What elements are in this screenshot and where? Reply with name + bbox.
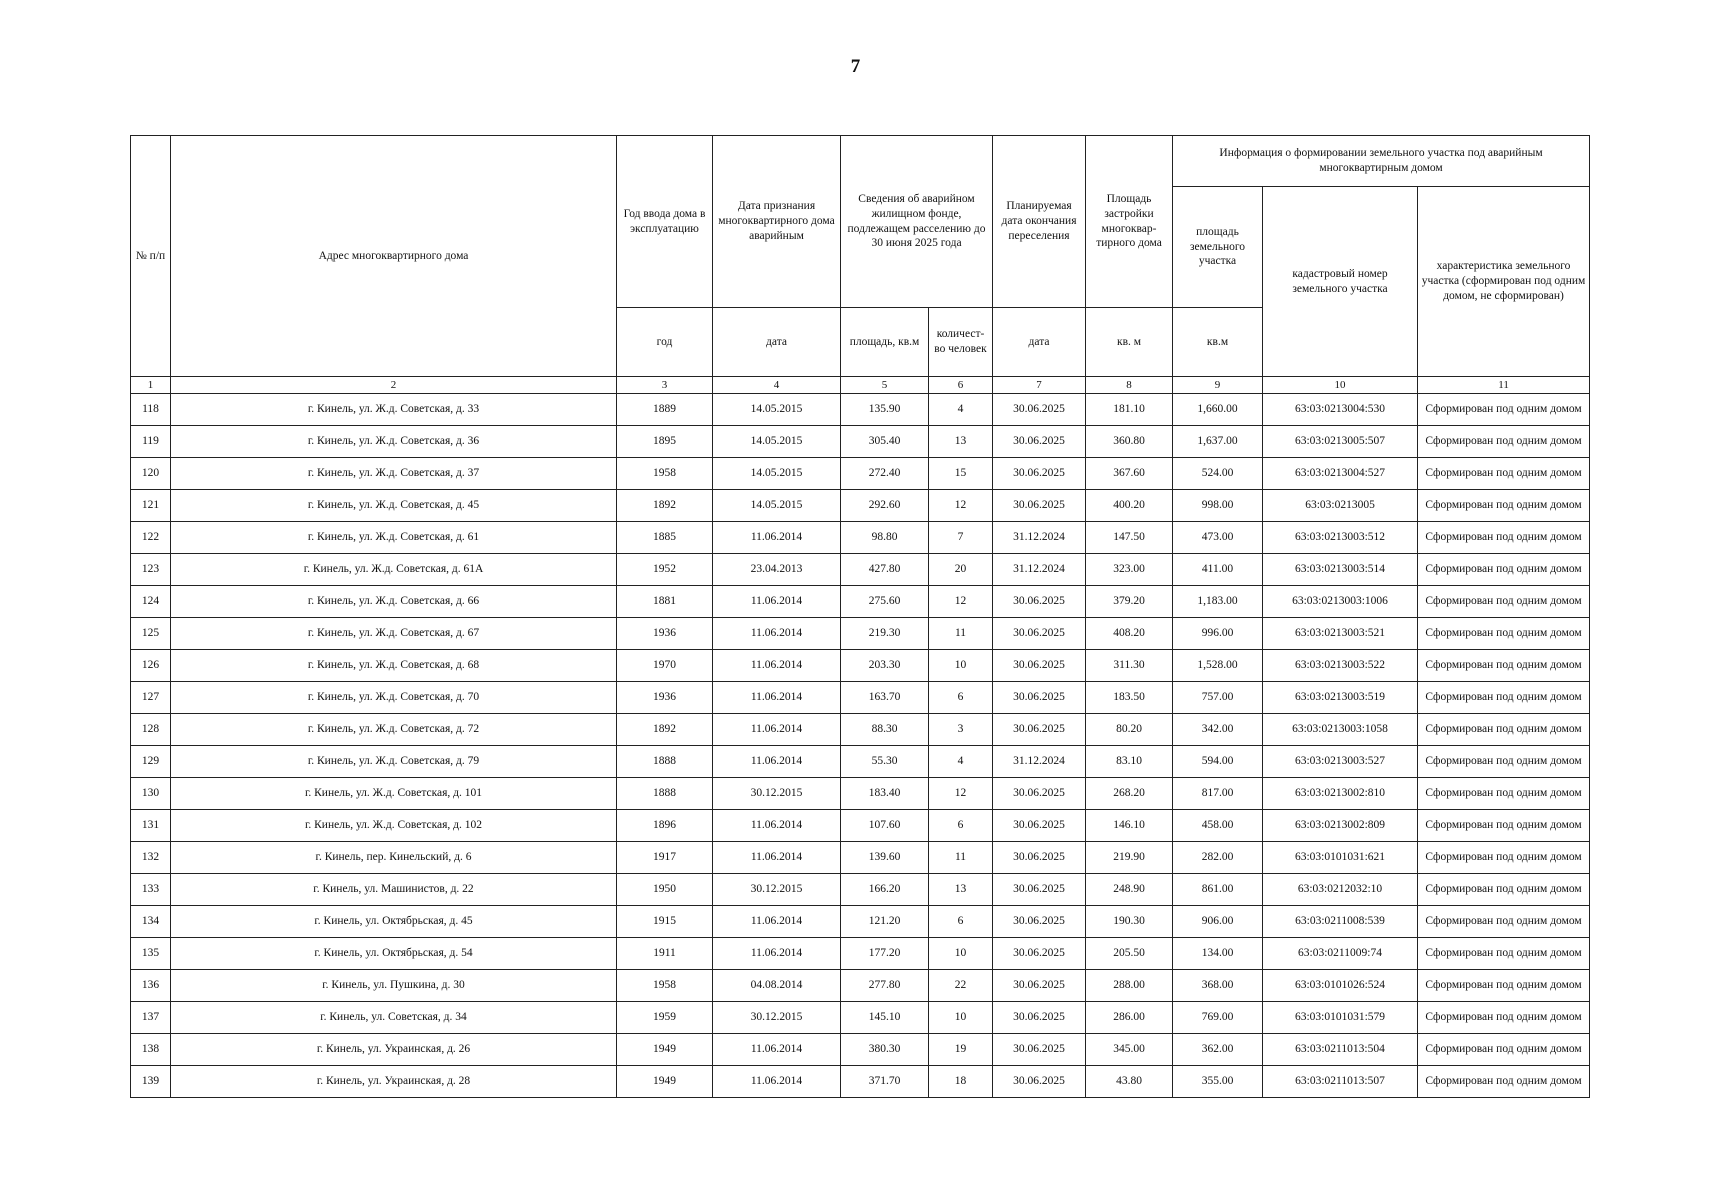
planned-end-cell: 30.06.2025 [993, 906, 1086, 938]
land-status-cell: Сформирован под одним домом [1418, 906, 1590, 938]
building-area-cell: 205.50 [1086, 938, 1173, 970]
declared-date-cell: 14.05.2015 [713, 458, 841, 490]
declared-date-cell: 11.06.2014 [713, 810, 841, 842]
cadastral-number-cell: 63:03:0212032:10 [1263, 874, 1418, 906]
land-status-cell: Сформирован под одним домом [1418, 810, 1590, 842]
housing-area-cell: 135.90 [841, 394, 929, 426]
land-status-cell: Сформирован под одним домом [1418, 1002, 1590, 1034]
housing-area-cell: 145.10 [841, 1002, 929, 1034]
people-count-cell: 6 [929, 682, 993, 714]
address-cell: г. Кинель, ул. Украинская, д. 28 [171, 1066, 617, 1098]
building-area-cell: 268.20 [1086, 778, 1173, 810]
unit-date-end: дата [993, 308, 1086, 377]
row-number: 121 [131, 490, 171, 522]
column-number: 6 [929, 377, 993, 394]
declared-date-cell: 11.06.2014 [713, 938, 841, 970]
table-header [131, 136, 1590, 394]
housing-area-cell: 277.80 [841, 970, 929, 1002]
year-cell: 1950 [617, 874, 713, 906]
table-row [131, 458, 1590, 490]
address-cell: г. Кинель, ул. Ж.д. Советская, д. 101 [171, 778, 617, 810]
table-row [131, 874, 1590, 906]
year-cell: 1888 [617, 778, 713, 810]
cadastral-number-cell: 63:03:0211013:507 [1263, 1066, 1418, 1098]
land-status-cell: Сформирован под одним домом [1418, 1034, 1590, 1066]
planned-end-cell: 31.12.2024 [993, 522, 1086, 554]
people-count-cell: 10 [929, 1002, 993, 1034]
planned-end-cell: 30.06.2025 [993, 1034, 1086, 1066]
planned-end-cell: 30.06.2025 [993, 394, 1086, 426]
row-number: 128 [131, 714, 171, 746]
row-number: 134 [131, 906, 171, 938]
year-cell: 1888 [617, 746, 713, 778]
building-area-cell: 147.50 [1086, 522, 1173, 554]
year-cell: 1895 [617, 426, 713, 458]
housing-area-cell: 272.40 [841, 458, 929, 490]
year-cell: 1915 [617, 906, 713, 938]
land-status-cell: Сформирован под одним домом [1418, 1066, 1590, 1098]
row-number: 136 [131, 970, 171, 1002]
unit-area: площадь, кв.м [841, 308, 929, 377]
table-row [131, 426, 1590, 458]
column-number: 4 [713, 377, 841, 394]
cadastral-number-cell: 63:03:0213003:514 [1263, 554, 1418, 586]
housing-area-cell: 121.20 [841, 906, 929, 938]
header-planned-end: Планируемая дата окончания переселения [993, 136, 1086, 308]
planned-end-cell: 30.06.2025 [993, 842, 1086, 874]
address-cell: г. Кинель, ул. Советская, д. 34 [171, 1002, 617, 1034]
column-number: 9 [1173, 377, 1263, 394]
table-row [131, 394, 1590, 426]
people-count-cell: 12 [929, 490, 993, 522]
land-status-cell: Сформирован под одним домом [1418, 426, 1590, 458]
housing-area-cell: 219.30 [841, 618, 929, 650]
land-status-cell: Сформирован под одним домом [1418, 490, 1590, 522]
land-status-cell: Сформирован под одним домом [1418, 874, 1590, 906]
year-cell: 1896 [617, 810, 713, 842]
land-area-cell: 342.00 [1173, 714, 1263, 746]
cadastral-number-cell: 63:03:0213002:809 [1263, 810, 1418, 842]
year-cell: 1958 [617, 458, 713, 490]
people-count-cell: 22 [929, 970, 993, 1002]
column-number: 2 [171, 377, 617, 394]
building-area-cell: 181.10 [1086, 394, 1173, 426]
table-body [131, 394, 1590, 1098]
land-status-cell: Сформирован под одним домом [1418, 778, 1590, 810]
address-cell: г. Кинель, ул. Октябрьская, д. 54 [171, 938, 617, 970]
cadastral-number-cell: 63:03:0213005 [1263, 490, 1418, 522]
land-area-cell: 1,637.00 [1173, 426, 1263, 458]
column-number: 7 [993, 377, 1086, 394]
unit-year: год [617, 308, 713, 377]
cadastral-number-cell: 63:03:0213003:527 [1263, 746, 1418, 778]
declared-date-cell: 11.06.2014 [713, 1034, 841, 1066]
building-area-cell: 43.80 [1086, 1066, 1173, 1098]
row-number: 132 [131, 842, 171, 874]
planned-end-cell: 30.06.2025 [993, 682, 1086, 714]
declared-date-cell: 11.06.2014 [713, 746, 841, 778]
declared-date-cell: 04.08.2014 [713, 970, 841, 1002]
planned-end-cell: 30.06.2025 [993, 874, 1086, 906]
address-cell: г. Кинель, ул. Ж.д. Советская, д. 61 [171, 522, 617, 554]
address-cell: г. Кинель, ул. Ж.д. Советская, д. 68 [171, 650, 617, 682]
year-cell: 1958 [617, 970, 713, 1002]
people-count-cell: 12 [929, 586, 993, 618]
cadastral-number-cell: 63:03:0101031:579 [1263, 1002, 1418, 1034]
housing-area-cell: 183.40 [841, 778, 929, 810]
building-area-cell: 288.00 [1086, 970, 1173, 1002]
building-area-cell: 248.90 [1086, 874, 1173, 906]
land-status-cell: Сформирован под одним домом [1418, 682, 1590, 714]
declared-date-cell: 30.12.2015 [713, 1002, 841, 1034]
planned-end-cell: 30.06.2025 [993, 490, 1086, 522]
emergency-housing-table [130, 135, 1590, 1098]
people-count-cell: 13 [929, 874, 993, 906]
building-area-cell: 80.20 [1086, 714, 1173, 746]
address-cell: г. Кинель, ул. Ж.д. Советская, д. 33 [171, 394, 617, 426]
land-area-cell: 861.00 [1173, 874, 1263, 906]
planned-end-cell: 30.06.2025 [993, 810, 1086, 842]
cadastral-number-cell: 63:03:0213004:530 [1263, 394, 1418, 426]
declared-date-cell: 14.05.2015 [713, 426, 841, 458]
column-number: 10 [1263, 377, 1418, 394]
address-cell: г. Кинель, ул. Ж.д. Советская, д. 67 [171, 618, 617, 650]
header-num: № п/п [131, 136, 171, 377]
housing-area-cell: 371.70 [841, 1066, 929, 1098]
year-cell: 1881 [617, 586, 713, 618]
land-status-cell: Сформирован под одним домом [1418, 714, 1590, 746]
table-row [131, 810, 1590, 842]
cadastral-number-cell: 63:03:0213003:522 [1263, 650, 1418, 682]
address-cell: г. Кинель, ул. Ж.д. Советская, д. 61А [171, 554, 617, 586]
table-row [131, 714, 1590, 746]
row-number: 127 [131, 682, 171, 714]
building-area-cell: 323.00 [1086, 554, 1173, 586]
year-cell: 1970 [617, 650, 713, 682]
planned-end-cell: 30.06.2025 [993, 714, 1086, 746]
year-cell: 1959 [617, 1002, 713, 1034]
declared-date-cell: 11.06.2014 [713, 906, 841, 938]
land-area-cell: 906.00 [1173, 906, 1263, 938]
housing-area-cell: 163.70 [841, 682, 929, 714]
people-count-cell: 20 [929, 554, 993, 586]
land-area-cell: 411.00 [1173, 554, 1263, 586]
row-number: 123 [131, 554, 171, 586]
column-number: 5 [841, 377, 929, 394]
building-area-cell: 83.10 [1086, 746, 1173, 778]
address-cell: г. Кинель, пер. Кинельский, д. 6 [171, 842, 617, 874]
table-row [131, 1034, 1590, 1066]
building-area-cell: 379.20 [1086, 586, 1173, 618]
row-number: 125 [131, 618, 171, 650]
land-status-cell: Сформирован под одним домом [1418, 554, 1590, 586]
planned-end-cell: 30.06.2025 [993, 618, 1086, 650]
land-status-cell: Сформирован под одним домом [1418, 586, 1590, 618]
row-number: 138 [131, 1034, 171, 1066]
land-area-cell: 1,660.00 [1173, 394, 1263, 426]
address-cell: г. Кинель, ул. Ж.д. Советская, д. 102 [171, 810, 617, 842]
year-cell: 1949 [617, 1066, 713, 1098]
column-numbers-row [131, 377, 1590, 394]
declared-date-cell: 11.06.2014 [713, 586, 841, 618]
address-cell: г. Кинель, ул. Ж.д. Советская, д. 79 [171, 746, 617, 778]
year-cell: 1917 [617, 842, 713, 874]
housing-area-cell: 88.30 [841, 714, 929, 746]
row-number: 135 [131, 938, 171, 970]
declared-date-cell: 11.06.2014 [713, 842, 841, 874]
land-area-cell: 473.00 [1173, 522, 1263, 554]
row-number: 139 [131, 1066, 171, 1098]
housing-area-cell: 275.60 [841, 586, 929, 618]
building-area-cell: 360.80 [1086, 426, 1173, 458]
housing-area-cell: 203.30 [841, 650, 929, 682]
header-emergency-housing: Сведения об аварийном жилищном фонде, подлежащем расселению до 30 июня 2025 года [841, 136, 993, 308]
table-row [131, 970, 1590, 1002]
declared-date-cell: 30.12.2015 [713, 778, 841, 810]
row-number: 131 [131, 810, 171, 842]
people-count-cell: 7 [929, 522, 993, 554]
cadastral-number-cell: 63:03:0213003:1058 [1263, 714, 1418, 746]
column-number: 11 [1418, 377, 1590, 394]
header-cadastral: кадастровый номер земельного участка [1263, 187, 1418, 377]
people-count-cell: 11 [929, 842, 993, 874]
address-cell: г. Кинель, ул. Пушкина, д. 30 [171, 970, 617, 1002]
planned-end-cell: 30.06.2025 [993, 778, 1086, 810]
land-area-cell: 524.00 [1173, 458, 1263, 490]
row-number: 124 [131, 586, 171, 618]
declared-date-cell: 14.05.2015 [713, 490, 841, 522]
housing-area-cell: 427.80 [841, 554, 929, 586]
table-row [131, 842, 1590, 874]
unit-sqm-land: кв.м [1173, 308, 1263, 377]
people-count-cell: 13 [929, 426, 993, 458]
people-count-cell: 11 [929, 618, 993, 650]
header-address: Адрес многоквартирного дома [171, 136, 617, 377]
land-status-cell: Сформирован под одним домом [1418, 522, 1590, 554]
building-area-cell: 146.10 [1086, 810, 1173, 842]
header-date-declared: Дата признания многоквартирного дома аварийным [713, 136, 841, 308]
cadastral-number-cell: 63:03:0101026:524 [1263, 970, 1418, 1002]
housing-area-cell: 380.30 [841, 1034, 929, 1066]
row-number: 129 [131, 746, 171, 778]
table-row [131, 1066, 1590, 1098]
cadastral-number-cell: 63:03:0213003:512 [1263, 522, 1418, 554]
page-number: 7 [850, 56, 861, 77]
year-cell: 1949 [617, 1034, 713, 1066]
land-area-cell: 355.00 [1173, 1066, 1263, 1098]
land-area-cell: 594.00 [1173, 746, 1263, 778]
people-count-cell: 12 [929, 778, 993, 810]
address-cell: г. Кинель, ул. Ж.д. Советская, д. 72 [171, 714, 617, 746]
year-cell: 1936 [617, 618, 713, 650]
land-area-cell: 282.00 [1173, 842, 1263, 874]
people-count-cell: 10 [929, 938, 993, 970]
housing-area-cell: 107.60 [841, 810, 929, 842]
table-row [131, 682, 1590, 714]
column-number: 1 [131, 377, 171, 394]
land-status-cell: Сформирован под одним домом [1418, 970, 1590, 1002]
cadastral-number-cell: 63:03:0211013:504 [1263, 1034, 1418, 1066]
row-number: 130 [131, 778, 171, 810]
table-row [131, 618, 1590, 650]
address-cell: г. Кинель, ул. Украинская, д. 26 [171, 1034, 617, 1066]
table-row [131, 586, 1590, 618]
address-cell: г. Кинель, ул. Ж.д. Советская, д. 45 [171, 490, 617, 522]
row-number: 118 [131, 394, 171, 426]
land-area-cell: 458.00 [1173, 810, 1263, 842]
people-count-cell: 4 [929, 746, 993, 778]
people-count-cell: 19 [929, 1034, 993, 1066]
planned-end-cell: 30.06.2025 [993, 970, 1086, 1002]
cadastral-number-cell: 63:03:0213003:519 [1263, 682, 1418, 714]
header-land-characteristic: характеристика земельного участка (сформирован под одним домом, не сформирован) [1418, 187, 1590, 377]
cadastral-number-cell: 63:03:0211009:74 [1263, 938, 1418, 970]
declared-date-cell: 11.06.2014 [713, 618, 841, 650]
housing-area-cell: 292.60 [841, 490, 929, 522]
table-row [131, 650, 1590, 682]
people-count-cell: 3 [929, 714, 993, 746]
housing-area-cell: 98.80 [841, 522, 929, 554]
cadastral-number-cell: 63:03:0213003:521 [1263, 618, 1418, 650]
row-number: 120 [131, 458, 171, 490]
row-number: 133 [131, 874, 171, 906]
land-status-cell: Сформирован под одним домом [1418, 394, 1590, 426]
year-cell: 1936 [617, 682, 713, 714]
building-area-cell: 219.90 [1086, 842, 1173, 874]
building-area-cell: 311.30 [1086, 650, 1173, 682]
land-status-cell: Сформирован под одним домом [1418, 746, 1590, 778]
row-number: 119 [131, 426, 171, 458]
declared-date-cell: 14.05.2015 [713, 394, 841, 426]
planned-end-cell: 30.06.2025 [993, 938, 1086, 970]
table-row [131, 746, 1590, 778]
planned-end-cell: 30.06.2025 [993, 650, 1086, 682]
declared-date-cell: 11.06.2014 [713, 1066, 841, 1098]
land-area-cell: 817.00 [1173, 778, 1263, 810]
address-cell: г. Кинель, ул. Октябрьская, д. 45 [171, 906, 617, 938]
row-number: 137 [131, 1002, 171, 1034]
building-area-cell: 345.00 [1086, 1034, 1173, 1066]
column-number: 8 [1086, 377, 1173, 394]
table-row [131, 778, 1590, 810]
declared-date-cell: 11.06.2014 [713, 650, 841, 682]
land-status-cell: Сформирован под одним домом [1418, 842, 1590, 874]
header-year-commissioned: Год ввода дома в эксплуатацию [617, 136, 713, 308]
planned-end-cell: 30.06.2025 [993, 1002, 1086, 1034]
land-area-cell: 134.00 [1173, 938, 1263, 970]
people-count-cell: 10 [929, 650, 993, 682]
land-area-cell: 362.00 [1173, 1034, 1263, 1066]
people-count-cell: 6 [929, 906, 993, 938]
land-area-cell: 1,183.00 [1173, 586, 1263, 618]
cadastral-number-cell: 63:03:0213002:810 [1263, 778, 1418, 810]
land-status-cell: Сформирован под одним домом [1418, 618, 1590, 650]
people-count-cell: 15 [929, 458, 993, 490]
cadastral-number-cell: 63:03:0213003:1006 [1263, 586, 1418, 618]
year-cell: 1892 [617, 714, 713, 746]
planned-end-cell: 31.12.2024 [993, 746, 1086, 778]
land-status-cell: Сформирован под одним домом [1418, 650, 1590, 682]
building-area-cell: 367.60 [1086, 458, 1173, 490]
housing-area-cell: 55.30 [841, 746, 929, 778]
declared-date-cell: 11.06.2014 [713, 522, 841, 554]
address-cell: г. Кинель, ул. Ж.д. Советская, д. 70 [171, 682, 617, 714]
table-row [131, 906, 1590, 938]
people-count-cell: 4 [929, 394, 993, 426]
table-row [131, 522, 1590, 554]
land-area-cell: 1,528.00 [1173, 650, 1263, 682]
table-row [131, 554, 1590, 586]
building-area-cell: 183.50 [1086, 682, 1173, 714]
land-area-cell: 769.00 [1173, 1002, 1263, 1034]
land-area-cell: 998.00 [1173, 490, 1263, 522]
table-row [131, 1002, 1590, 1034]
building-area-cell: 286.00 [1086, 1002, 1173, 1034]
unit-sqm-building: кв. м [1086, 308, 1173, 377]
row-number: 122 [131, 522, 171, 554]
year-cell: 1911 [617, 938, 713, 970]
planned-end-cell: 31.12.2024 [993, 554, 1086, 586]
people-count-cell: 18 [929, 1066, 993, 1098]
unit-date: дата [713, 308, 841, 377]
address-cell: г. Кинель, ул. Ж.д. Советская, д. 36 [171, 426, 617, 458]
planned-end-cell: 30.06.2025 [993, 458, 1086, 490]
address-cell: г. Кинель, ул. Машинистов, д. 22 [171, 874, 617, 906]
table-row [131, 490, 1590, 522]
land-area-cell: 996.00 [1173, 618, 1263, 650]
land-status-cell: Сформирован под одним домом [1418, 458, 1590, 490]
land-area-cell: 757.00 [1173, 682, 1263, 714]
building-area-cell: 408.20 [1086, 618, 1173, 650]
cadastral-number-cell: 63:03:0101031:621 [1263, 842, 1418, 874]
header-land-area: площадь земельного участка [1173, 187, 1263, 308]
header-building-area: Площадь застройки многоквар-тирного дома [1086, 136, 1173, 308]
unit-people: количест-во человек [929, 308, 993, 377]
planned-end-cell: 30.06.2025 [993, 426, 1086, 458]
declared-date-cell: 11.06.2014 [713, 714, 841, 746]
table-row [131, 938, 1590, 970]
declared-date-cell: 11.06.2014 [713, 682, 841, 714]
column-number: 3 [617, 377, 713, 394]
cadastral-number-cell: 63:03:0211008:539 [1263, 906, 1418, 938]
building-area-cell: 190.30 [1086, 906, 1173, 938]
declared-date-cell: 23.04.2013 [713, 554, 841, 586]
year-cell: 1885 [617, 522, 713, 554]
year-cell: 1889 [617, 394, 713, 426]
housing-area-cell: 139.60 [841, 842, 929, 874]
building-area-cell: 400.20 [1086, 490, 1173, 522]
planned-end-cell: 30.06.2025 [993, 1066, 1086, 1098]
housing-area-cell: 177.20 [841, 938, 929, 970]
address-cell: г. Кинель, ул. Ж.д. Советская, д. 66 [171, 586, 617, 618]
land-area-cell: 368.00 [1173, 970, 1263, 1002]
land-status-cell: Сформирован под одним домом [1418, 938, 1590, 970]
row-number: 126 [131, 650, 171, 682]
cadastral-number-cell: 63:03:0213005:507 [1263, 426, 1418, 458]
cadastral-number-cell: 63:03:0213004:527 [1263, 458, 1418, 490]
declared-date-cell: 30.12.2015 [713, 874, 841, 906]
housing-area-cell: 305.40 [841, 426, 929, 458]
housing-area-cell: 166.20 [841, 874, 929, 906]
address-cell: г. Кинель, ул. Ж.д. Советская, д. 37 [171, 458, 617, 490]
year-cell: 1892 [617, 490, 713, 522]
planned-end-cell: 30.06.2025 [993, 586, 1086, 618]
people-count-cell: 6 [929, 810, 993, 842]
year-cell: 1952 [617, 554, 713, 586]
header-land-info: Информация о формировании земельного участка под аварийным многоквартирным домом [1173, 136, 1590, 187]
